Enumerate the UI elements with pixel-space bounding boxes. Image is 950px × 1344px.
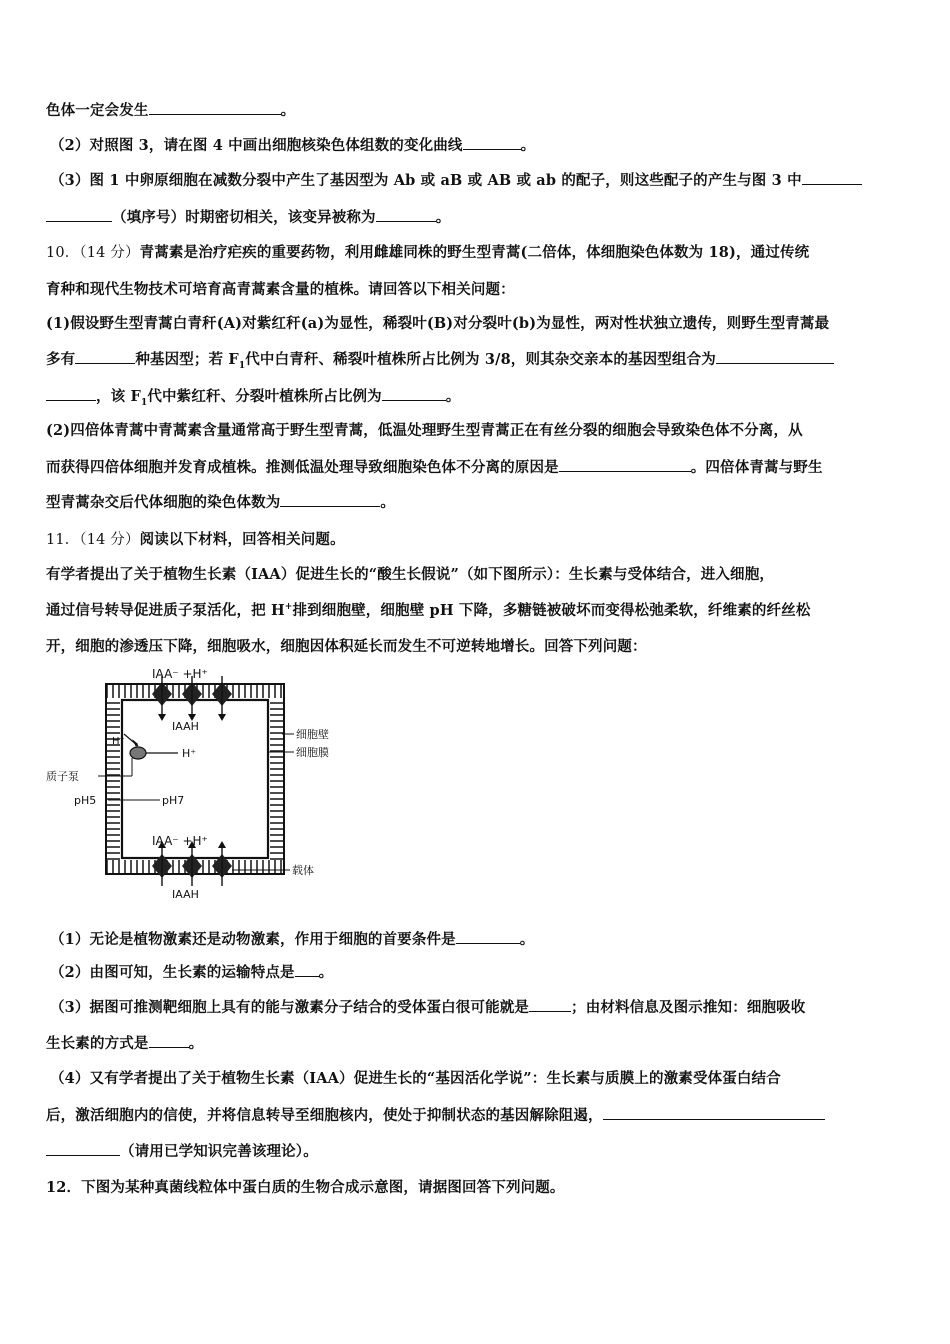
text: 。: [519, 931, 535, 948]
text: (1)假设野生型青蒿白青秆(A)对紫红秆(a)为显性，稀裂叶(B)对分裂叶(b)为显性，两对性状独立遗传，则野生型青蒿最: [46, 315, 830, 332]
q11-1: [50, 929, 912, 951]
q10-line-b: [46, 279, 908, 301]
text: 。: [380, 494, 396, 511]
text: 12．下图为某种真菌线粒体中蛋白质的生物合成示意图，请据图回答下列问题。: [46, 1179, 565, 1196]
q10-2-line-b: [46, 457, 908, 479]
text: ；由材料信息及图示推知：细胞吸收: [571, 999, 806, 1016]
text: 。: [520, 137, 536, 154]
text: (2)四倍体青蒿中青蒿素含量通常高于野生型青蒿，低温处理野生型青蒿正在有丝分裂的细胞会导致染色体不分离，从: [46, 422, 803, 439]
text: 排到细胞壁，细胞壁 pH 下降，多糖链被破坏而变得松弛柔软，纤维素的纤丝松: [292, 602, 811, 619]
answer-blank[interactable]: [802, 170, 862, 185]
answer-blank[interactable]: [295, 962, 319, 977]
text: 。四倍体青蒿与野生: [690, 459, 823, 476]
ph-outside-label: pH5: [74, 794, 97, 807]
text: 生长素的方式是: [46, 1035, 149, 1052]
top-carriers: [152, 676, 232, 721]
proton-pump-shape: [130, 747, 146, 759]
q11-2: [50, 962, 912, 984]
q11-line-c: [46, 600, 908, 622]
q11-line-b: [46, 564, 908, 586]
text: 育种和现代生物技术可培育高青蒿素含量的植株。请回答以下相关问题：: [46, 281, 515, 298]
answer-blank[interactable]: [529, 997, 571, 1012]
subscript: 1: [238, 360, 246, 371]
q10-1-line-b: [46, 349, 908, 371]
answer-blank[interactable]: [75, 349, 135, 364]
text: 。: [435, 209, 451, 226]
cell-wall-left: [106, 698, 120, 860]
bottom-iaa-label: IAA⁻ +H⁺: [152, 834, 208, 848]
bottom-iaah-label: IAAH: [172, 888, 199, 901]
text: 阅读以下材料，回答相关问题。: [139, 531, 345, 548]
h-plus-left: H⁺: [112, 736, 125, 747]
q10-1-line-c: [46, 386, 908, 408]
h-plus-right: H⁺: [182, 747, 197, 760]
answer-blank[interactable]: [463, 135, 521, 150]
question-number: 10．（14 分）: [46, 245, 140, 261]
line-2: [50, 135, 912, 157]
text: （2）由图可知，生长素的运输特点是: [50, 964, 295, 981]
text: （3）图 1 中卵原细胞在减数分裂中产生了基因型为 Ab 或 aB 或 AB 或 ab 的配子，则这些配子的产生与图 3 中: [50, 172, 802, 189]
text: 开，细胞的渗透压下降，细胞吸水，细胞因体积延长而发生不可逆转地增长。回答下列问题：: [46, 638, 647, 655]
superscript: +: [284, 602, 293, 613]
text: （3）据图可推测靶细胞上具有的能与激素分子结合的受体蛋白很可能就是: [50, 999, 530, 1016]
answer-blank[interactable]: [149, 1033, 189, 1048]
answer-blank[interactable]: [603, 1105, 825, 1120]
text: 。: [280, 102, 296, 119]
acid-growth-figure: [44, 664, 364, 904]
proton-pump-label: 质子泵: [46, 770, 79, 783]
cell-membrane-label: 细胞膜: [296, 746, 329, 759]
text: （填序号）时期密切相关，该变异被称为: [112, 209, 376, 226]
answer-blank[interactable]: [456, 929, 520, 944]
text: 而获得四倍体细胞并发育成植株。推测低温处理导致细胞染色体不分离的原因是: [46, 459, 559, 476]
text: （1）无论是植物激素还是动物激素，作用于细胞的首要条件是: [50, 931, 456, 948]
line-1: [46, 100, 908, 122]
text: 型青蒿杂交后代体细胞的染色体数为: [46, 494, 281, 511]
text: 通过信号转导促进质子泵活化，把 H: [46, 602, 285, 619]
answer-blank[interactable]: [46, 207, 112, 222]
answer-blank[interactable]: [382, 386, 446, 401]
text: 色体一定会发生: [46, 102, 149, 119]
answer-blank[interactable]: [559, 457, 691, 472]
top-iaah-label: IAAH: [172, 720, 199, 733]
ph-inside-label: pH7: [162, 794, 185, 807]
carrier-label: 载体: [292, 864, 314, 877]
text: 代中白青秆、稀裂叶植株所占比例为 3/8，则其杂交亲本的基因型组合为: [245, 351, 716, 368]
text: 青蒿素是治疗疟疾的重要药物，利用雌雄同株的野生型青蒿(二倍体，体细胞染色体数为 18)，通过传统: [139, 244, 810, 261]
question-number: 11．（14 分）: [46, 532, 140, 548]
q10-2-line-c: [46, 492, 908, 514]
cell-wall-right: [270, 698, 284, 860]
text: 。: [445, 388, 461, 405]
answer-blank[interactable]: [716, 349, 834, 364]
q10-1-line-a: [46, 313, 908, 335]
top-iaa-label: IAA⁻ +H⁺: [152, 667, 208, 681]
cell-wall-label: 细胞壁: [296, 728, 329, 741]
answer-blank[interactable]: [46, 386, 96, 401]
text: （请用已学知识完善该理论）。: [120, 1143, 318, 1160]
subscript: 1: [140, 397, 148, 408]
q11-4-line-b: [46, 1105, 908, 1127]
text: ，该 F: [96, 388, 141, 405]
q11-4-line-a: [50, 1068, 912, 1090]
q10-line-a: [46, 242, 908, 264]
text: 。: [188, 1035, 204, 1052]
text: 多有: [46, 351, 76, 368]
line-3: [50, 170, 912, 192]
text: 后，激活细胞内的信使，并将信息转导至细胞核内，使处于抑制状态的基因解除阻遏，: [46, 1107, 603, 1124]
answer-blank[interactable]: [280, 492, 380, 507]
answer-blank[interactable]: [149, 100, 281, 115]
q11-3-line-a: [50, 997, 912, 1019]
q10-2-line-a: [46, 420, 908, 442]
q11-line-a: [46, 529, 908, 551]
text: 种基因型；若 F: [135, 351, 239, 368]
q11-4-line-c: [46, 1141, 908, 1163]
q11-3-line-b: [46, 1033, 908, 1055]
answer-blank[interactable]: [46, 1141, 120, 1156]
q11-line-d: [46, 636, 908, 658]
line-4: [46, 207, 908, 229]
text: （4）又有学者提出了关于植物生长素（IAA）促进生长的“基因活化学说”：生长素与质膜上的激素受体蛋白结合: [50, 1070, 781, 1087]
text: 有学者提出了关于植物生长素（IAA）促进生长的“酸生长假说”（如下图所示）：生长素与受体结合，进入细胞，: [46, 566, 775, 583]
answer-blank[interactable]: [376, 207, 436, 222]
q12-line: [46, 1177, 908, 1199]
text: （2）对照图 3，请在图 4 中画出细胞核染色体组数的变化曲线: [50, 137, 463, 154]
text: 。: [318, 964, 334, 981]
text: 代中紫红秆、分裂叶植株所占比例为: [147, 388, 382, 405]
